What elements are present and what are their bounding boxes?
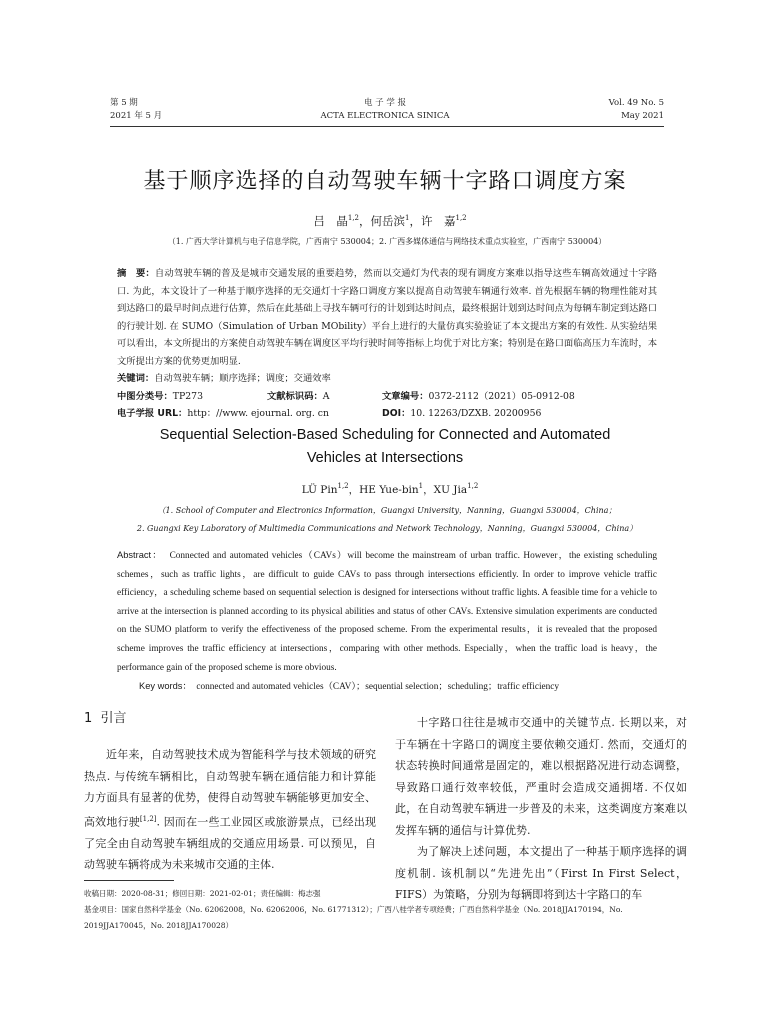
author-name: 吕 晶 [313,214,348,228]
journal-name-zh: 电 子 学 报 [363,98,407,108]
doc-code-value: A [322,390,330,402]
author-affil-mark: 1,2 [347,214,360,222]
body-column-right [395,712,687,906]
paragraph-text: . 因而在一些工业园区或旅游景点，已经出现了完全由自动驾驶车辆组成的交通应用场景. 可以预见，自动驾驶车辆将成为未来城市交通的主体. [84,815,376,872]
volume-date: May 2021 [621,111,664,121]
journal-url-link[interactable]: http：//www. ejournal. org. cn [187,408,329,419]
author-name-en: HE Yue-bin [359,484,419,496]
keywords-zh-label: 关键词： [117,373,155,384]
keywords-zh [117,370,657,388]
authors-zh: 吕 晶$^{1,2}$，何岳滨$^1$，许 嘉$^{1,2}$ [313,214,467,228]
author-affil-mark: 1,2 [455,214,467,222]
volume-number: Vol. 49 No. 5 [608,98,664,108]
affiliation-en [110,502,664,538]
body-column-left [84,744,376,876]
author-affil-mark: 1,2 [337,482,349,490]
header-rule [110,126,664,127]
doc-code-label: 文献标识码： [267,390,323,402]
section-number: 1 [84,711,93,726]
issue-number: 第 5 期 [110,98,138,108]
clc-label: 中图分类号： [117,390,173,402]
section-title: 引言 [100,711,127,726]
footnote-dates: 收稿日期：2020-08-31；修回日期：2021-02-01；责任编辑：梅志强 [84,889,321,898]
section-1-title [84,708,376,730]
classification-row [117,388,657,406]
doi-label: DOI： [382,408,411,419]
author-affil-mark: 1 [418,482,424,490]
footnote-funding: 基金项目：国家自然科学基金（No. 62062008，No. 62062006，No. 61771312）；广西八桂学者专项经费；广西自然科学基金（No. 2018JJA170194，No. [84,905,623,914]
affiliation-en-line1: （1. School of Computer and Electronics Information，Guangxi University，Nanning，Guangxi 530004，China； [157,506,617,515]
article-number-label: 文章编号： [382,390,429,402]
abstract-zh-label: 摘 要： [117,268,155,279]
article-number-value: 0372-2112（2021）05-0912-08 [428,390,575,402]
doi-value[interactable]: 10. 12263/DZXB. 20200956 [410,408,542,419]
footnote-funding-cont: 2019JJA170045，No. 2018JJA170028） [84,921,234,930]
abstract-en-label: Abstract： [117,550,163,560]
author-affil-mark: 1,2 [467,482,479,490]
journal-url-label: 电子学报 URL： [117,408,188,419]
paper-title-en: Sequential Selection-Based Scheduling for Connected and Automated Vehicles at Intersections [159,427,611,466]
keywords-en [117,677,657,697]
clc-value: TP273 [172,390,203,402]
keywords-zh-text: 自动驾驶车辆；顺序选择；调度；交通效率 [154,373,331,384]
journal-name-en: ACTA ELECTRONICA SINICA [320,111,450,121]
paper-title-zh: 基于顺序选择的自动驾驶车辆十字路口调度方案 [143,169,627,194]
keywords-en-text: connected and automated vehicles（CAV）；sequential selection；scheduling；traffic efficiency [196,682,560,693]
paragraph: 十字路口往往是城市交通中的关键节点. 长期以来，对于车辆在十字路口的调度主要依赖交通灯. 然而，交通灯的状态转换时间通常是固定的，难以根据路况进行动态调整，导致路口通行效率较低，严重时会造成交通拥堵. 不仅如此，在自动驾驶车辆进一步普及的未来，这类调度方案难以发挥车辆的通信与计算优势. [395,716,687,837]
authors-en: LÜ Pin$^{1,2}$，HE Yue-bin$^1$，XU Jia$^{1,2}$ [301,482,479,496]
abstract-zh-block [117,265,657,423]
affiliation-en-line2: 2. Guangxi Key Laboratory of Multimedia Communications and Network Technology，Nanning，Guangxi 530004，China） [136,524,638,533]
paragraph-text: 近年来，自动驾驶技术成为智能科学与技术领域的研究热点. 与传统车辆相比，自动驾驶车辆在通信能力和计算能力方面具有显著的优势，使得自动驾驶车辆能够更加安全、高效地行驶 [84,748,376,829]
issue-date: 2021 年 5 月 [110,111,163,121]
citation[interactable]: [1,2] [139,814,157,823]
abstract-zh-text: 自动驾驶车辆的普及是城市交通发展的重要趋势，然而以交通灯为代表的现有调度方案难以指导这些车辆高效通过十字路口. 为此，本文设计了一种基于顺序选择的无交通灯十字路口调度方案以提高自动驾驶车辆通行效率. 首先根据车辆的物理性能对其到达路口的最早时间点进行估算，然后在此基础上寻找车辆可行的计划到达时间点，最终根据计划到达时间点为每辆车制定到达路口的行驶计划. 在 SUMO（Simulation of Urban MObility）平台上进行的大量仿真实验验证了本文提出方案的有效性. 从实验结果可以看出，本文所提出的方案使自动驾驶车辆在调度区平均行驶时间等指标上均优于对比方案；特别是在路口面临高压力车流时，本文所提出方案的优势更加明显. [117,268,657,367]
url-doi-row [117,405,657,423]
section-heading [84,708,376,738]
abstract-en-block [117,546,657,697]
abstract-en-text: Connected and automated vehicles（CAVs）will become the mainstream of urban traffic. However，the existing scheduling schemes，such as traffic lights，are difficult to guide CAVs to pass through intersections efficiently. In order to improve vehicle traffic efficiency，a scheduling scheme based on sequential selection is designed for intersections without traffic lights. A feasible time for a vehicle to arrive at the intersection is planned according to its physical abilities and status of other CAVs. Extensive simulation experiments are conducted on the SUMO platform to verify the effectiveness of the proposed scheme. From the experimental results，it is revealed that the proposed scheme improves the traffic efficiency at intersections，comparing with other methods. Especially，when the traffic load is heavy，the performance gain of the proposed scheme is more obvious. [117,551,658,673]
footnote [84,886,680,934]
author-name-en: XU Jia [433,484,468,496]
keywords-en-label: Key words： [139,681,192,692]
author-affil-mark: 1 [405,214,410,222]
footnote-rule [84,880,174,881]
author-name: 何岳滨 [370,214,406,228]
author-name: 许 嘉 [420,214,456,228]
running-header-center [285,97,485,123]
running-header-left [110,97,200,123]
abstract-en [117,546,657,677]
affiliation-zh: （1. 广西大学计算机与电子信息学院，广西南宁 530004；2. 广西多媒体通信与网络技术重点实验室，广西南宁 530004） [167,237,607,246]
paragraph [84,744,376,876]
running-header-right [560,97,664,123]
abstract-zh [117,265,657,370]
paragraph: 为了解决上述问题，本文提出了一种基于顺序选择的调度机制. 该机制以“先进先出”（First In First Select，FIFS）为策略，分别为每辆即将到达十字路口的车 [395,845,687,901]
author-name-en: LÜ Pin [301,484,338,496]
